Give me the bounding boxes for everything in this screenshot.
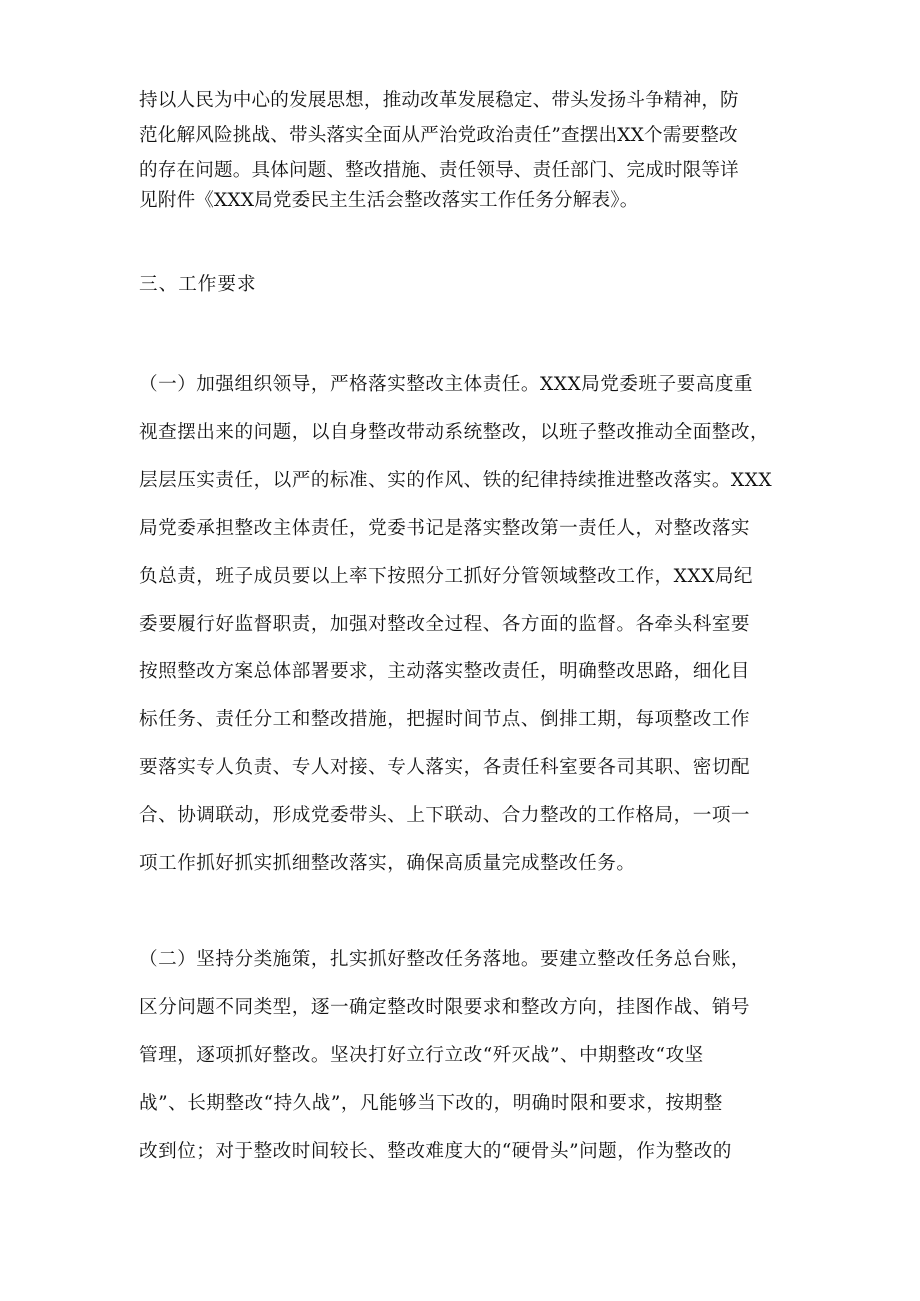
text-line: 标任务、责任分工和整改措施，把握时间节点、倒排工期，每项整改工作 bbox=[139, 709, 751, 730]
text-line: 见附件《XXX局党委民主生活会整改落实工作任务分解表》。 bbox=[139, 190, 639, 211]
text-line: 持以人民为中心的发展思想，推动改革发展稳定、带头发扬斗争精神，防 bbox=[139, 90, 739, 111]
text-line: 范化解风险挑战、带头落实全面从严治党政治责任”查摆出XX个需要整改 bbox=[139, 125, 738, 146]
text-line: 区分问题不同类型，逐一确定整改时限要求和整改方向，挂图作战、销号 bbox=[139, 997, 751, 1018]
text-line: 层层压实责任，以严的标准、实的作风、铁的纪律持续推进整改落实。XXX bbox=[139, 470, 773, 491]
text-line: 视查摆出来的问题，以自身整改带动系统整改，以班子整改推动全面整改， bbox=[139, 422, 770, 443]
text-line: 负总责，班子成员要以上率下按照分工抓好分管领域整改工作，XXX局纪 bbox=[139, 566, 754, 587]
text-line: 局党委承担整改主体责任，党委书记是落实整改第一责任人，对整改落实 bbox=[139, 518, 751, 539]
text-line: 改到位；对于整改时间较长、整改难度大的“硬骨头”问题，作为整改的 bbox=[139, 1141, 732, 1162]
text-line: （一）加强组织领导，严格落实整改主体责任。XXX局党委班子要高度重 bbox=[139, 374, 754, 395]
text-line: 管理，逐项抓好整改。坚决打好立行立改“歼灭战”、中期整改“攻坚 bbox=[139, 1045, 704, 1066]
text-line: 的存在问题。具体问题、整改措施、责任领导、责任部门、完成时限等详 bbox=[139, 160, 739, 181]
text-line: 按照整改方案总体部署要求，主动落实整改责任，明确整改思路，细化目 bbox=[139, 661, 751, 682]
text-line: （二）坚持分类施策，扎实抓好整改任务落地。要建立整改任务总台账， bbox=[139, 949, 751, 970]
text-line: 委要履行好监督职责，加强对整改全过程、各方面的监督。各牵头科室要 bbox=[139, 614, 751, 635]
text-line: 要落实专人负责、专人对接、专人落实，各责任科室要各司其职、密切配 bbox=[139, 757, 751, 778]
text-line: 合、协调联动，形成党委带头、上下联动、合力整改的工作格局，一项一 bbox=[139, 805, 751, 826]
text-line: 项工作抓好抓实抓细整改落实，确保高质量完成整改任务。 bbox=[139, 853, 636, 874]
text-line: 战”、长期整改“持久战”，凡能够当下改的，明确时限和要求，按期整 bbox=[139, 1093, 723, 1114]
section-heading: 三、工作要求 bbox=[139, 274, 257, 295]
